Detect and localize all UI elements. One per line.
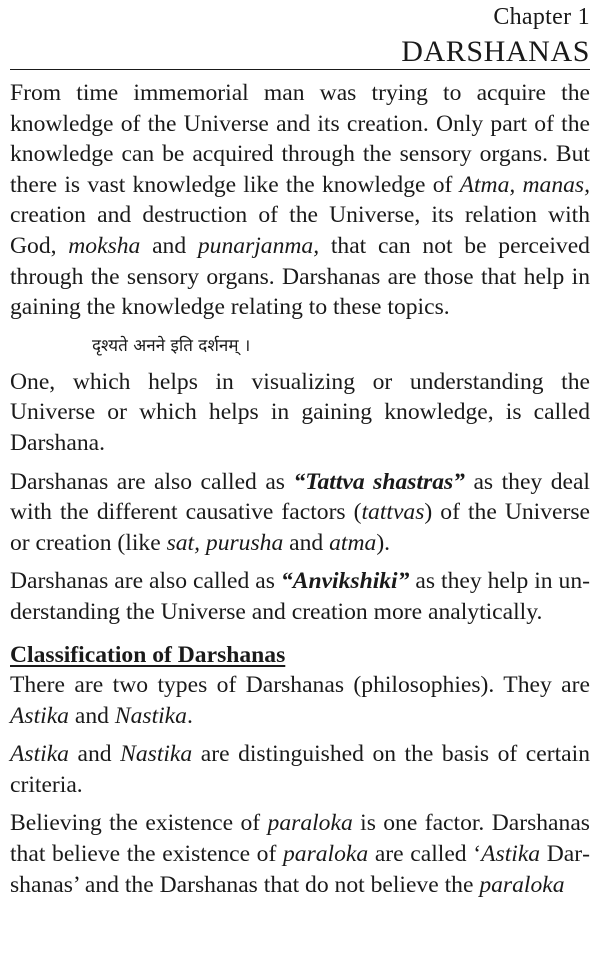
term-paraloka: paraloka <box>267 810 353 837</box>
chapter-label: Chapter 1 <box>493 4 590 30</box>
term-paraloka-2: paraloka <box>282 841 369 868</box>
tattva-text-1: Darshanas are also called as <box>10 468 294 495</box>
paraloka-text-4: Darshanas’ and the Darshanas that do not believe the <box>10 841 590 898</box>
term-sat-purusha: sat, purusha <box>166 529 284 556</box>
term-paraloka-3: paraloka <box>479 871 565 898</box>
types-text-3: . <box>186 702 193 729</box>
term-moksha: moksha <box>68 232 141 259</box>
criteria-text-1: and <box>68 741 121 768</box>
tattva-text-2: as they deal with the different causative factors ( <box>10 468 590 526</box>
intro-text-1: From time immemorial man was trying to acquire the knowledge of the Universe and its creation. Only part of the knowledge can be acquired through the sensory organs. But there is vast knowledge like the knowledge of <box>10 80 590 198</box>
body-text <box>10 78 590 900</box>
chapter-title: DARSHANAS <box>401 35 590 68</box>
anvikshiki-text-1: Darshanas are also called as <box>10 568 281 595</box>
term-tattva-shastras: “Tattva shastras” <box>293 468 465 495</box>
tattva-text-5: ). <box>376 529 391 556</box>
term-punarjanma: punarjanma, <box>197 232 320 259</box>
criteria-text-2: are distinguished on the basis of certain criteria. <box>10 741 590 798</box>
paragraph-intro <box>10 78 590 323</box>
paragraph-criteria <box>10 739 590 800</box>
anvikshiki-text-2: as they help in understanding the Universe and creation more analytically. <box>10 568 590 625</box>
paraloka-text-1: Believing the existence of <box>10 810 268 837</box>
term-astika: Astika <box>10 702 69 729</box>
term-anvikshiki: “Anvikshiki” <box>280 568 410 595</box>
section-heading: Classification of Darshanas <box>10 641 286 668</box>
term-astika-3: Astika <box>481 841 541 868</box>
paraloka-text-3: are called ‘ <box>368 841 482 868</box>
paraloka-text-2: is one factor. Darshanas that believe the existence of <box>10 810 590 868</box>
tattva-text-4: and <box>283 529 330 556</box>
header-rule <box>10 69 590 70</box>
term-nastika: Nastika <box>114 702 187 729</box>
intro-text-2: creation and destruction of the Universe, its relation with God, <box>10 202 590 259</box>
paragraph-paraloka <box>10 808 590 900</box>
tattva-text-3: ) of the Universe or creation (like <box>10 499 590 556</box>
sanskrit-verse: दृश्यते अनने इति दर्शनम् । <box>92 335 251 356</box>
types-text-2: and <box>68 702 115 729</box>
term-atma-manas: Atma, manas, <box>459 171 591 198</box>
term-nastika-2: Nastika <box>120 741 193 768</box>
paragraph-definition: One, which helps in visualizing or understanding the Universe or which helps in gaining knowledge, is called Darshana. <box>10 368 590 456</box>
term-atma: atma <box>329 529 377 556</box>
paragraph-anvikshiki <box>10 566 590 627</box>
types-text-1: There are two types of Darshanas (philosophies). They are <box>10 672 590 699</box>
paragraph-tattva-shastras <box>10 467 590 559</box>
intro-text-3: and <box>140 232 198 259</box>
term-tattvas: tattvas <box>361 499 425 526</box>
term-astika-2: Astika <box>10 741 69 768</box>
intro-text-4: that can not be perceived through the sensory organs. Darshanas are those that help in gaining the knowledge relating to these topics. <box>10 232 590 321</box>
paragraph-types <box>10 670 590 731</box>
